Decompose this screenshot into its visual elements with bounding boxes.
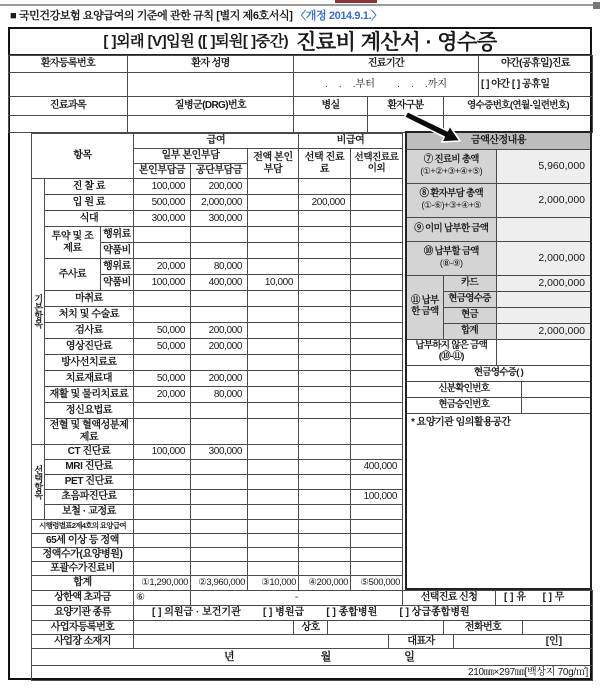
payable-formula: (⑧-⑨) [439,258,463,269]
charge-row [32,323,403,339]
charge-amount-cell [351,475,403,490]
charge-amount-cell [248,520,299,534]
charge-amount-cell [134,243,191,259]
period-label: 진료기간 [294,56,479,73]
paid-total-value: 2,000,000 [496,323,591,339]
charge-amount-cell [299,371,351,387]
charge-amount-cell [248,490,299,505]
payable-title: ⑩ 납부할 금액 [423,246,479,258]
charge-row [32,534,403,548]
revision-date: 〈개정 2014.9.1.〉 [295,10,382,22]
charge-amount-cell [134,534,191,548]
charge-item-label: 보철 · 교정료 [45,505,134,520]
cash-approval-value [521,397,591,413]
patient-name-label: 환자 성명 [128,56,294,73]
charge-item-label: 정액수가(요양병원) [32,548,134,562]
drg-label: 질병군(DRG)번호 [128,97,294,116]
charge-amount-cell [351,371,403,387]
cash-approval-label: 현금승인번호 [406,397,521,413]
charge-amount-cell [299,548,351,562]
patient-info-table [8,55,593,97]
charge-item-label: 합계 [32,576,134,591]
charge-amount-cell: 50,000 [134,371,191,387]
patient-name-value [128,73,294,97]
charge-amount-cell [351,562,403,576]
charge-amount-cell: 200,000 [191,371,248,387]
annotation-arrow-icon [403,111,473,151]
charge-amount-cell [191,307,248,323]
charge-amount-cell [191,227,248,243]
charge-amount-cell [351,275,403,291]
charge-item-label: 초음파진단료 [45,490,134,505]
amount-calculation-box [405,131,592,590]
charge-amount-cell [299,520,351,534]
phone-value [523,621,593,635]
charge-amount-cell: ②3,960,000 [191,576,248,591]
charge-amount-cell [248,548,299,562]
charge-amount-cell: 300,000 [191,445,248,460]
prepaid-value [496,217,591,241]
charge-amount-cell [134,227,191,243]
charge-amount-cell [299,323,351,339]
charge-amount-cell [134,490,191,505]
section-label: 선택항목 [32,445,45,520]
charge-amount-cell [299,534,351,548]
charge-amount-cell [351,548,403,562]
charge-item-label: 재활 및 물리치료료 [45,387,134,403]
phone-label: 전화번호 [444,621,523,635]
charge-amount-cell: ④200,000 [299,576,351,591]
charge-amount-cell: 20,000 [134,259,191,275]
partial-copay-header: 일부 본인부담 [134,149,248,164]
charge-amount-cell [248,195,299,211]
charge-amount-cell [134,548,191,562]
charge-amount-cell [248,534,299,548]
patient-burden-formula: (①-⑥)+③+④+⑤ [421,200,482,211]
org-type-label: 요양기관 종류 [32,606,134,621]
total-charge-label [406,149,496,183]
dept-value [9,116,128,133]
prepaid-label: ⑨ 이미 납부한 금액 [406,217,496,241]
form-title [8,27,592,55]
charge-amount-cell [351,211,403,227]
room-value [294,116,368,133]
charge-amount-cell [248,562,299,576]
charge-amount-cell [248,403,299,419]
charge-row [32,445,403,460]
charge-amount-cell [299,307,351,323]
charge-amount-cell: 80,000 [191,387,248,403]
charge-row [32,211,403,227]
bottom-table [31,590,593,681]
charge-item-label: 식대 [45,211,134,227]
charge-amount-cell [248,179,299,195]
charge-row [32,490,403,505]
charge-amount-cell [248,259,299,275]
patient-type-label: 환자구분 [368,97,444,116]
patient-id-label: 환자등록번호 [9,56,128,73]
item-header: 항목 [32,134,134,179]
charge-amount-cell [351,227,403,243]
charge-amount-cell: 80,000 [191,259,248,275]
charge-amount-cell: ③10,000 [248,576,299,591]
charge-amount-cell [299,275,351,291]
id-check-value [521,381,591,397]
charge-row [32,475,403,490]
charge-amount-cell: 100,000 [134,275,191,291]
patient-burden-label [406,183,496,217]
charge-amount-cell [134,520,191,534]
scrollbar-top-nub [593,2,600,9]
regulation-text: ■ 국민건강보험 요양급여의 기준에 관한 규칙 [별지 제6호서식] [10,10,293,22]
visit-info-table [8,96,593,133]
charge-amount-cell: 2,000,000 [191,195,248,211]
cap-dash: - [191,591,403,606]
charge-amount-cell: ①1,290,000 [134,576,191,591]
charge-item-label: 행위료 [101,259,134,275]
charge-amount-cell: 300,000 [191,211,248,227]
charge-amount-cell: 10,000 [248,275,299,291]
charge-row [32,548,403,562]
charge-amount-cell [191,419,248,445]
charge-row [32,419,403,445]
charge-amount-cell [191,291,248,307]
seal-mark: [인] [454,635,593,649]
date-year-label: 년 [224,650,235,663]
charge-row [32,179,403,195]
charge-amount-cell [248,227,299,243]
charges-table [31,133,403,591]
select-fee-header: 선택 진료료 [299,149,351,179]
charge-amount-cell: 200,000 [191,323,248,339]
charge-amount-cell [299,291,351,307]
charge-amount-cell: 500,000 [134,195,191,211]
charge-row [32,355,403,371]
charge-item-label: 마취료 [45,291,134,307]
dept-label: 진료과목 [9,97,128,116]
charge-amount-cell [248,445,299,460]
org-type-options: [ ] 의원급 · 보건기관 [ ] 병원급 [ ] 종합병원 [ ] 상급종합병원 [134,606,593,621]
charge-amount-cell [134,419,191,445]
charge-amount-cell [248,355,299,371]
charge-amount-cell [248,243,299,259]
paper-spec-note: 210㎜×297㎜[백상지 70g/㎡] [32,666,593,681]
unpaid-label: 납부하지 않은 금액 (⑩-⑪) [406,339,496,365]
cap-excess-label: 상한액 초과금 [32,591,134,606]
charge-row [32,339,403,355]
charge-item-label: 시행령별표2제4호의 요양급여 [32,520,134,534]
unpaid-value [496,339,591,365]
charge-amount-cell [299,475,351,490]
charge-amount-cell [351,195,403,211]
charge-amount-cell [191,548,248,562]
night-holiday-label: 야간(공휴일)진료 [479,56,593,73]
benefit-header: 급여 [134,134,299,149]
charge-amount-cell [299,243,351,259]
charge-amount-cell [191,403,248,419]
charge-amount-cell [351,259,403,275]
charge-amount-cell [134,460,191,475]
group-label: 주사료 [45,259,101,291]
window-edge-line [0,4,600,6]
paid-total-label: 합계 [443,323,496,339]
charge-amount-cell [299,387,351,403]
charge-amount-cell [248,460,299,475]
select-care-request-options: [ ] 유 [ ] 무 [496,591,593,606]
charge-amount-cell [351,505,403,520]
representative-label: 대표자 [389,635,454,649]
payable-value: 2,000,000 [496,241,591,275]
charge-amount-cell: 400,000 [191,275,248,291]
charge-amount-cell: 200,000 [191,339,248,355]
charge-item-label: 영상진단료 [45,339,134,355]
charge-amount-cell [299,490,351,505]
charge-amount-cell [351,403,403,419]
charge-amount-cell: 100,000 [351,490,403,505]
id-check-label: 신분확인번호 [406,381,521,397]
date-day-label: 일 [404,650,415,663]
charge-amount-cell [299,179,351,195]
charge-row [32,371,403,387]
charge-amount-cell [191,505,248,520]
charge-row [32,403,403,419]
charge-amount-cell: 100,000 [134,445,191,460]
charge-amount-cell [351,534,403,548]
charge-amount-cell [351,355,403,371]
payable-label [406,241,496,275]
charge-amount-cell [299,403,351,419]
charge-row [32,562,403,576]
nonbenefit-header: 비급여 [299,134,403,149]
charge-amount-cell [299,505,351,520]
charge-amount-cell [191,460,248,475]
cash-value [496,307,591,323]
full-copay-header: 전액 본인부담 [248,149,299,179]
drg-value [128,116,294,133]
charge-amount-cell: 300,000 [134,211,191,227]
charge-amount-cell [248,475,299,490]
charge-amount-cell [351,323,403,339]
charge-amount-cell: ⑤500,000 [351,576,403,591]
charge-item-label: 방사선치료료 [45,355,134,371]
charge-amount-cell: 200,000 [191,179,248,195]
charge-amount-cell [299,562,351,576]
charge-amount-cell [134,562,191,576]
total-charge-value: 5,960,000 [496,149,591,183]
charge-row [32,307,403,323]
biz-no-value [134,621,294,635]
top-red-artifact [335,0,377,3]
charge-amount-cell [351,520,403,534]
address-value [134,635,389,649]
select-care-request-label: 선택진료 신청 [403,591,496,606]
charge-item-label: PET 진단료 [45,475,134,490]
charge-amount-cell: 200,000 [299,195,351,211]
charge-amount-cell [351,339,403,355]
charge-amount-cell [248,371,299,387]
cap-circle: ⑥ [134,591,191,606]
charge-amount-cell [191,534,248,548]
charge-amount-cell [351,307,403,323]
charge-item-label: 65세 이상 등 정액 [32,534,134,548]
total-charge-title: ⑦ 진료비 총액 [423,154,479,166]
date-row [32,649,593,666]
charge-amount-cell [134,475,191,490]
charge-amount-cell [299,211,351,227]
charge-item-label: 치료재료대 [45,371,134,387]
paid-amount-label: ⑪ 납부 한 금액 [406,275,443,339]
provider-free-space: * 요양기관 임의활용공간 [406,413,591,589]
charge-amount-cell [351,291,403,307]
card-value: 2,000,000 [496,275,591,291]
charge-amount-cell [351,387,403,403]
period-value: . . .부터 . . .까지 [294,73,479,97]
form-regulation-note [10,7,382,23]
patient-burden-value: 2,000,000 [496,183,591,217]
charge-amount-cell [248,505,299,520]
trade-name-value [328,621,444,635]
charge-amount-cell [134,291,191,307]
charge-amount-cell [351,179,403,195]
charge-amount-cell [351,419,403,445]
charge-item-label: 약품비 [101,243,134,259]
biz-no-label: 사업자등록번호 [32,621,134,635]
visit-type-checkboxes: [ ]외래 [V]입원 ([ ]퇴원[ ]중간) [103,33,289,50]
charge-amount-cell [299,227,351,243]
cash-receipt-label: 현금영수증 [443,291,496,307]
charge-item-label: 진 찰 료 [45,179,134,195]
charge-row [32,460,403,475]
charge-item-label: 검사료 [45,323,134,339]
charge-amount-cell [191,520,248,534]
charge-amount-cell [191,562,248,576]
card-label: 카드 [443,275,496,291]
charge-item-label: 정신요법료 [45,403,134,419]
patient-burden-title: ⑧ 환자부담 총액 [419,188,484,200]
charge-amount-cell [299,460,351,475]
charge-amount-cell [248,307,299,323]
copay-header: 본인부담금 [134,164,191,179]
charge-amount-cell [134,307,191,323]
charge-amount-cell: 50,000 [134,323,191,339]
cash-label: 현금 [443,307,496,323]
charge-row [32,259,403,275]
charge-amount-cell: 400,000 [351,460,403,475]
charge-amount-cell [134,355,191,371]
cash-receipt-value [496,291,591,307]
charge-amount-cell [299,419,351,445]
charge-amount-cell [248,387,299,403]
charge-row [32,291,403,307]
charge-row [32,387,403,403]
cash-receipt-line: 현금영수증( ) [406,365,591,381]
charge-row [32,505,403,520]
charge-row [32,195,403,211]
calc-header: 금액산정내용 [406,132,591,149]
charge-item-label: 포괄수가진료비 [32,562,134,576]
patient-id-value [9,73,128,97]
trade-name-label: 상호 [294,621,328,635]
charge-amount-cell [191,475,248,490]
charge-row [32,576,403,591]
charge-item-label: 처치 및 수술료 [45,307,134,323]
select-fee-other-header: 선택진료료 이외 [351,149,403,179]
charge-amount-cell [299,339,351,355]
night-holiday-checkboxes: [ ] 야간 [ ] 공휴일 [479,73,593,97]
charge-item-label: 전혈 및 혈액성분제제료 [45,419,134,445]
section-label: 기본항목 [32,179,45,445]
charge-item-label: 입 원 료 [45,195,134,211]
charge-row [32,520,403,534]
total-charge-formula: (①+②+③+④+⑤) [420,166,483,177]
insurer-header: 공단부담금 [191,164,248,179]
charge-row [32,227,403,243]
charge-item-label: CT 진단료 [45,445,134,460]
charge-amount-cell: 100,000 [134,179,191,195]
charge-item-label: 약품비 [101,275,134,291]
charge-amount-cell [134,505,191,520]
charge-amount-cell [299,445,351,460]
receipt-no-label: 영수증번호(연월-일련번호) [444,97,593,116]
charge-item-label: MRI 진단료 [45,460,134,475]
charge-amount-cell: 20,000 [134,387,191,403]
charge-amount-cell [248,211,299,227]
charge-amount-cell [248,323,299,339]
date-month-label: 월 [320,650,332,663]
charge-amount-cell [248,339,299,355]
group-label: 투약 및 조제료 [45,227,101,259]
charge-amount-cell [299,259,351,275]
charge-amount-cell [134,403,191,419]
charge-amount-cell [191,490,248,505]
charge-amount-cell [248,291,299,307]
charge-amount-cell [248,419,299,445]
charge-amount-cell: 50,000 [134,339,191,355]
charge-amount-cell [299,355,351,371]
charge-amount-cell [351,243,403,259]
charge-amount-cell [351,445,403,460]
address-label: 사업장 소재지 [32,635,134,649]
page-title: 진료비 계산서 · 영수증 [296,30,497,54]
room-label: 병실 [294,97,368,116]
charge-amount-cell [191,243,248,259]
charge-item-label: 행위료 [101,227,134,243]
charge-amount-cell [191,355,248,371]
